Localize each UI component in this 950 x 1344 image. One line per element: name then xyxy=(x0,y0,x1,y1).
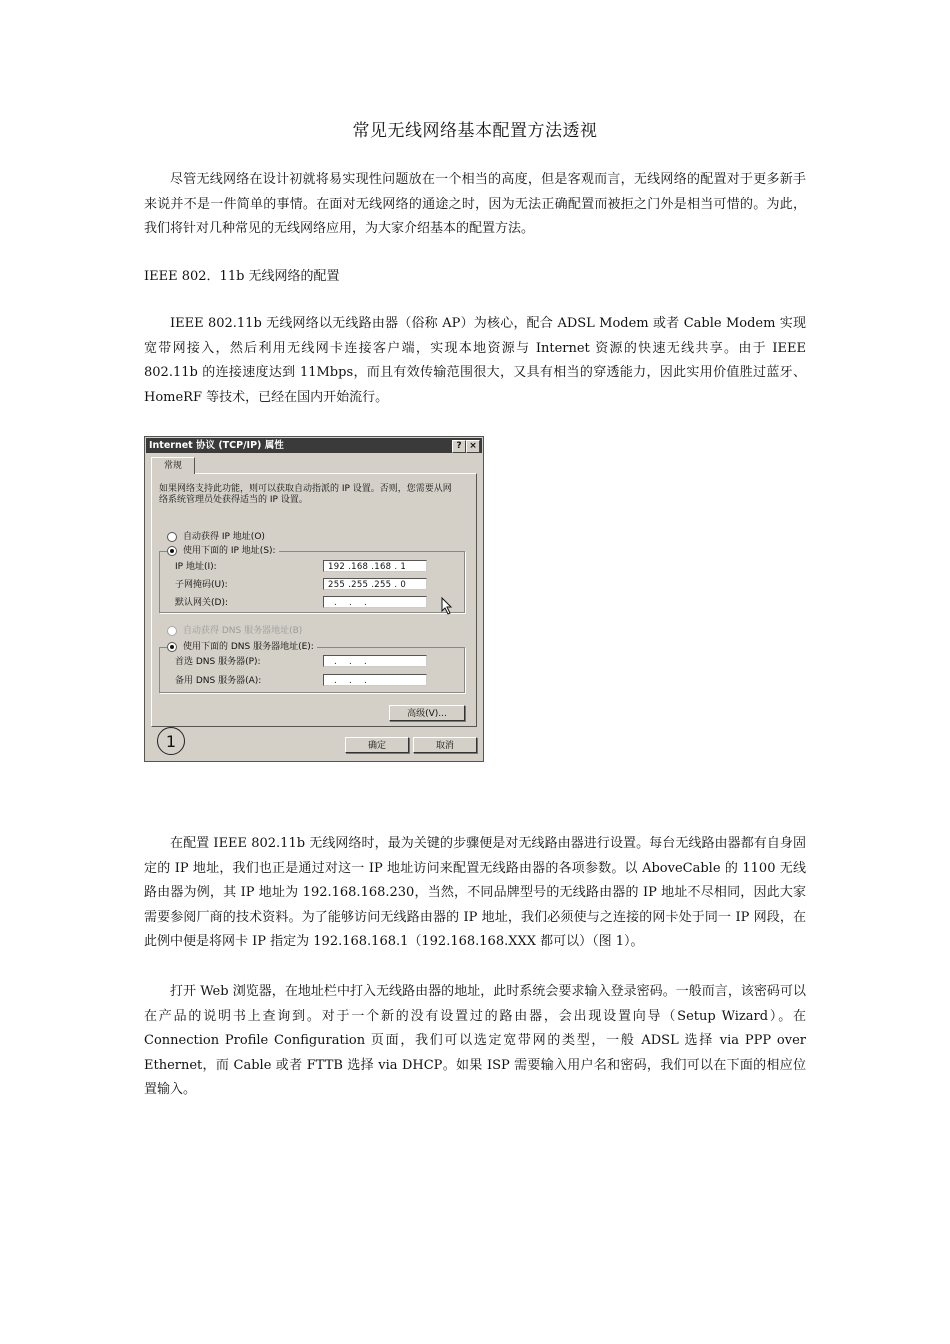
section-heading: IEEE 802．11b 无线网络的配置 xyxy=(144,269,340,284)
radio-manual-ip[interactable] xyxy=(167,545,279,557)
radio-on-icon xyxy=(167,546,177,556)
radio-on-icon xyxy=(167,642,177,652)
cancel-button[interactable]: 取消 xyxy=(413,737,477,753)
close-button[interactable]: × xyxy=(466,440,480,453)
tcpip-properties-dialog xyxy=(144,436,484,762)
preferred-dns-field[interactable]: . . . xyxy=(323,655,427,667)
subnet-mask-field[interactable]: 255 .255 .255 . 0 xyxy=(323,578,427,590)
paragraph-80211b-overview: IEEE 802.11b 无线网络以无线路由器（俗称 AP）为核心，配合 ADSL Modem 或者 Cable Modem 实现宽带网接入，然后利用无线网卡连接客户端，实现本地资源与 Internet 资源的快速无线共享。由于 IEEE 802.11b 的连接速度达到 11Mbps，而且有效传输范围很大，又具有相当的穿透能力，因此实用价值胜过蓝牙、HomeRF 等技术，已经在国内开始流行。 xyxy=(144,316,806,405)
tab-general[interactable]: 常规 xyxy=(151,457,195,474)
alternate-dns-field[interactable]: . . . xyxy=(323,674,427,686)
radio-off-icon xyxy=(167,532,177,542)
help-button[interactable]: ? xyxy=(452,440,466,453)
radio-auto-ip[interactable] xyxy=(167,531,265,543)
figure-number-badge: 1 xyxy=(157,727,185,755)
ok-button[interactable]: 确定 xyxy=(345,737,409,753)
mouse-pointer-icon xyxy=(441,597,453,615)
dialog-titlebar xyxy=(146,438,482,453)
document-title: 常见无线网络基本配置方法透视 xyxy=(352,121,598,141)
paragraph-router-config: 在配置 IEEE 802.11b 无线网络时，最为关键的步骤便是对无线路由器进行设置。每台无线路由器都有自身固定的 IP 地址，我们也正是通过对这一 IP 地址访问来配置无线路由器的各项参数。以 AboveCable 的 1100 无线路由器为例，其 IP 地址为 192.168.168.230，当然，不同品牌型号的无线路由器的 IP 地址不尽相同，因此大家需要参阅厂商的技术资料。为了能够访问无线路由器的 IP 地址，我们必须使与之连接的网卡处于同一 IP 网段，在此例中便是将网卡 IP 指定为 192.168.168.1（192.168.168.XXX 都可以）（图 1）。 xyxy=(144,836,806,949)
default-gateway-label: 默认网关(D): xyxy=(175,598,228,608)
advanced-button[interactable]: 高级(V)... xyxy=(389,705,465,721)
paragraph-intro: 尽管无线网络在设计初就将易实现性问题放在一个相当的高度，但是客观而言，无线网络的配置对于更多新手来说并不是一件简单的事情。在面对无线网络的通途之时，因为无法正确配置而被拒之门外是相当可惜的。为此，我们将针对几种常见的无线网络应用，为大家介绍基本的配置方法。 xyxy=(144,172,806,236)
radio-manual-ip-label: 使用下面的 IP 地址(S): xyxy=(183,546,276,556)
radio-auto-ip-label: 自动获得 IP 地址(O) xyxy=(183,532,265,542)
ip-address-label: IP 地址(I): xyxy=(175,562,217,572)
radio-auto-dns[interactable] xyxy=(167,625,302,637)
radio-auto-dns-label: 自动获得 DNS 服务器地址(B) xyxy=(183,626,303,636)
default-gateway-field[interactable]: . . . xyxy=(323,596,427,608)
radio-disabled-icon xyxy=(167,626,177,636)
preferred-dns-label: 首选 DNS 服务器(P): xyxy=(175,657,261,667)
dialog-title: Internet 协议 (TCP/IP) 属性 xyxy=(149,440,284,451)
subnet-mask-label: 子网掩码(U): xyxy=(175,580,228,590)
ip-address-field[interactable]: 192 .168 .168 . 1 xyxy=(323,560,427,572)
radio-manual-dns-label: 使用下面的 DNS 服务器地址(E): xyxy=(183,642,314,652)
dialog-intro-text: 如果网络支持此功能，则可以获取自动指派的 IP 设置。否则，您需要从网络系统管理员处获得适当的 IP 设置。 xyxy=(159,484,452,505)
paragraph-web-setup: 打开 Web 浏览器，在地址栏中打入无线路由器的地址，此时系统会要求输入登录密码。一般而言，该密码可以在产品的说明书上查询到。对于一个新的没有设置过的路由器，会出现设置向导（Setup Wizard）。在 Connection Profile Configuration 页面，我们可以选定宽带网的类型，一般 ADSL 选择 via PPP over Ethernet，而 Cable 或者 FTTB 选择 via DHCP。如果 ISP 需要输入用户名和密码，我们可以在下面的相应位置输入。 xyxy=(144,984,806,1097)
radio-manual-dns[interactable] xyxy=(167,641,317,653)
alternate-dns-label: 备用 DNS 服务器(A): xyxy=(175,676,262,686)
